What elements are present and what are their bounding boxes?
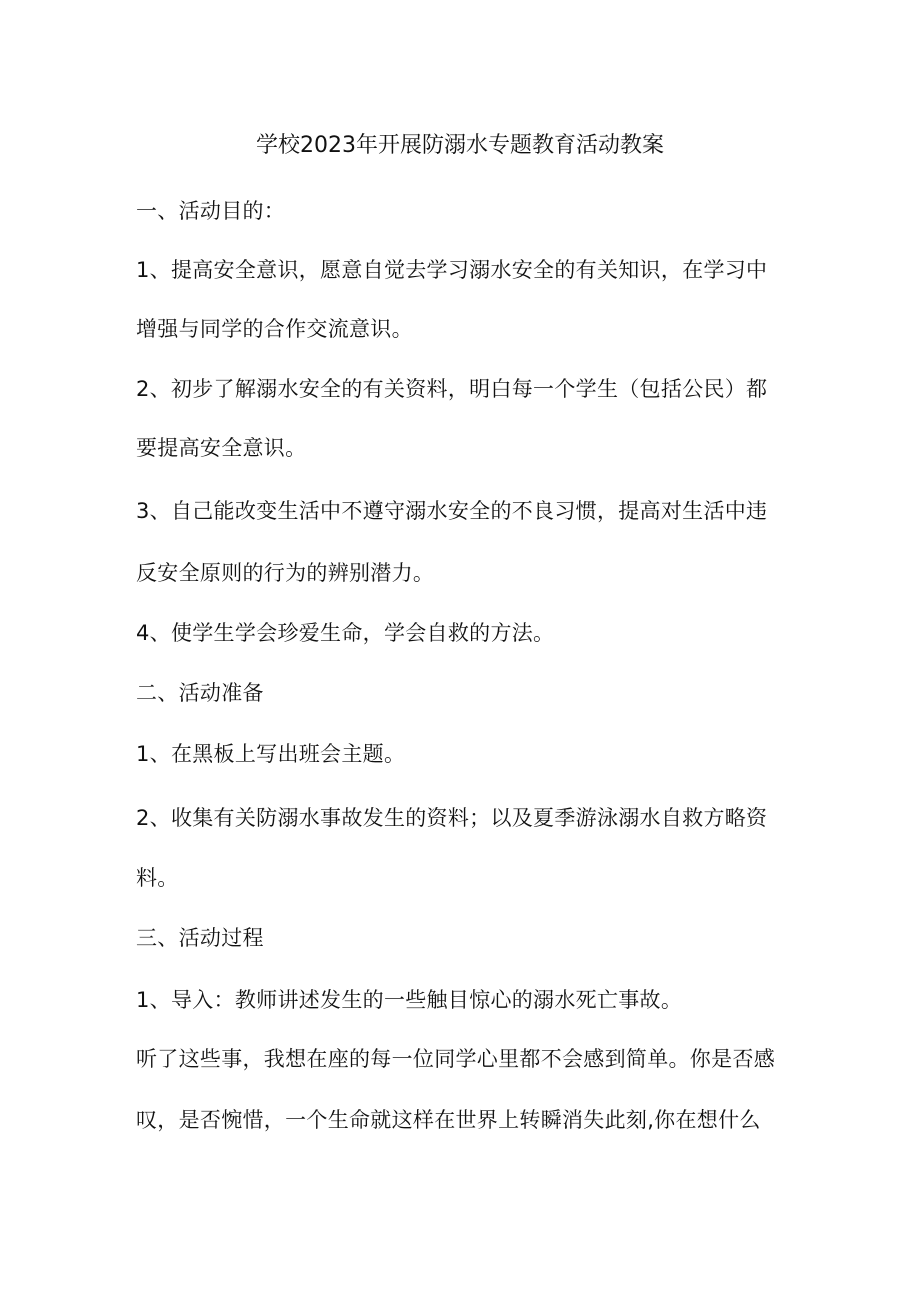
section-heading-purpose: 一、活动目的：	[136, 199, 286, 223]
paragraph-line: 2、收集有关防溺水事故发生的资料；以及夏季游泳溺水自救方略资	[136, 806, 768, 830]
paragraph-line: 1、导入：教师讲述发生的一些触目惊心的溺水死亡事故。	[136, 988, 683, 1012]
paragraph-line: 2、初步了解溺水安全的有关资料，明白每一个学生（包括公民）都	[136, 377, 768, 401]
paragraph-line: 听了这些事，我想在座的每一位同学心里都不会感到简单。你是否感	[136, 1047, 775, 1071]
paragraph-line: 料。	[136, 866, 179, 890]
paragraph-line: 4、使学生学会珍爱生命，学会自救的方法。	[136, 621, 555, 645]
paragraph-line: 增强与同学的合作交流意识。	[136, 317, 413, 341]
paragraph-line: 1、提高安全意识，愿意自觉去学习溺水安全的有关知识，在学习中	[136, 258, 768, 282]
paragraph-line: 1、在黑板上写出班会主题。	[136, 742, 406, 766]
paragraph-line: 要提高安全意识。	[136, 436, 307, 460]
section-heading-process: 三、活动过程	[136, 926, 264, 950]
document-title: 学校2023年开展防溺水专题教育活动教案	[256, 133, 664, 158]
section-heading-preparation: 二、活动准备	[136, 681, 264, 705]
paragraph-line: 反安全原则的行为的辨别潜力。	[136, 561, 435, 585]
paragraph-line: 叹，是否惋惜，一个生命就这样在世界上转瞬消失此刻,你在想什么	[136, 1108, 761, 1132]
paragraph-line: 3、自己能改变生活中不遵守溺水安全的不良习惯，提高对生活中违	[136, 499, 768, 523]
